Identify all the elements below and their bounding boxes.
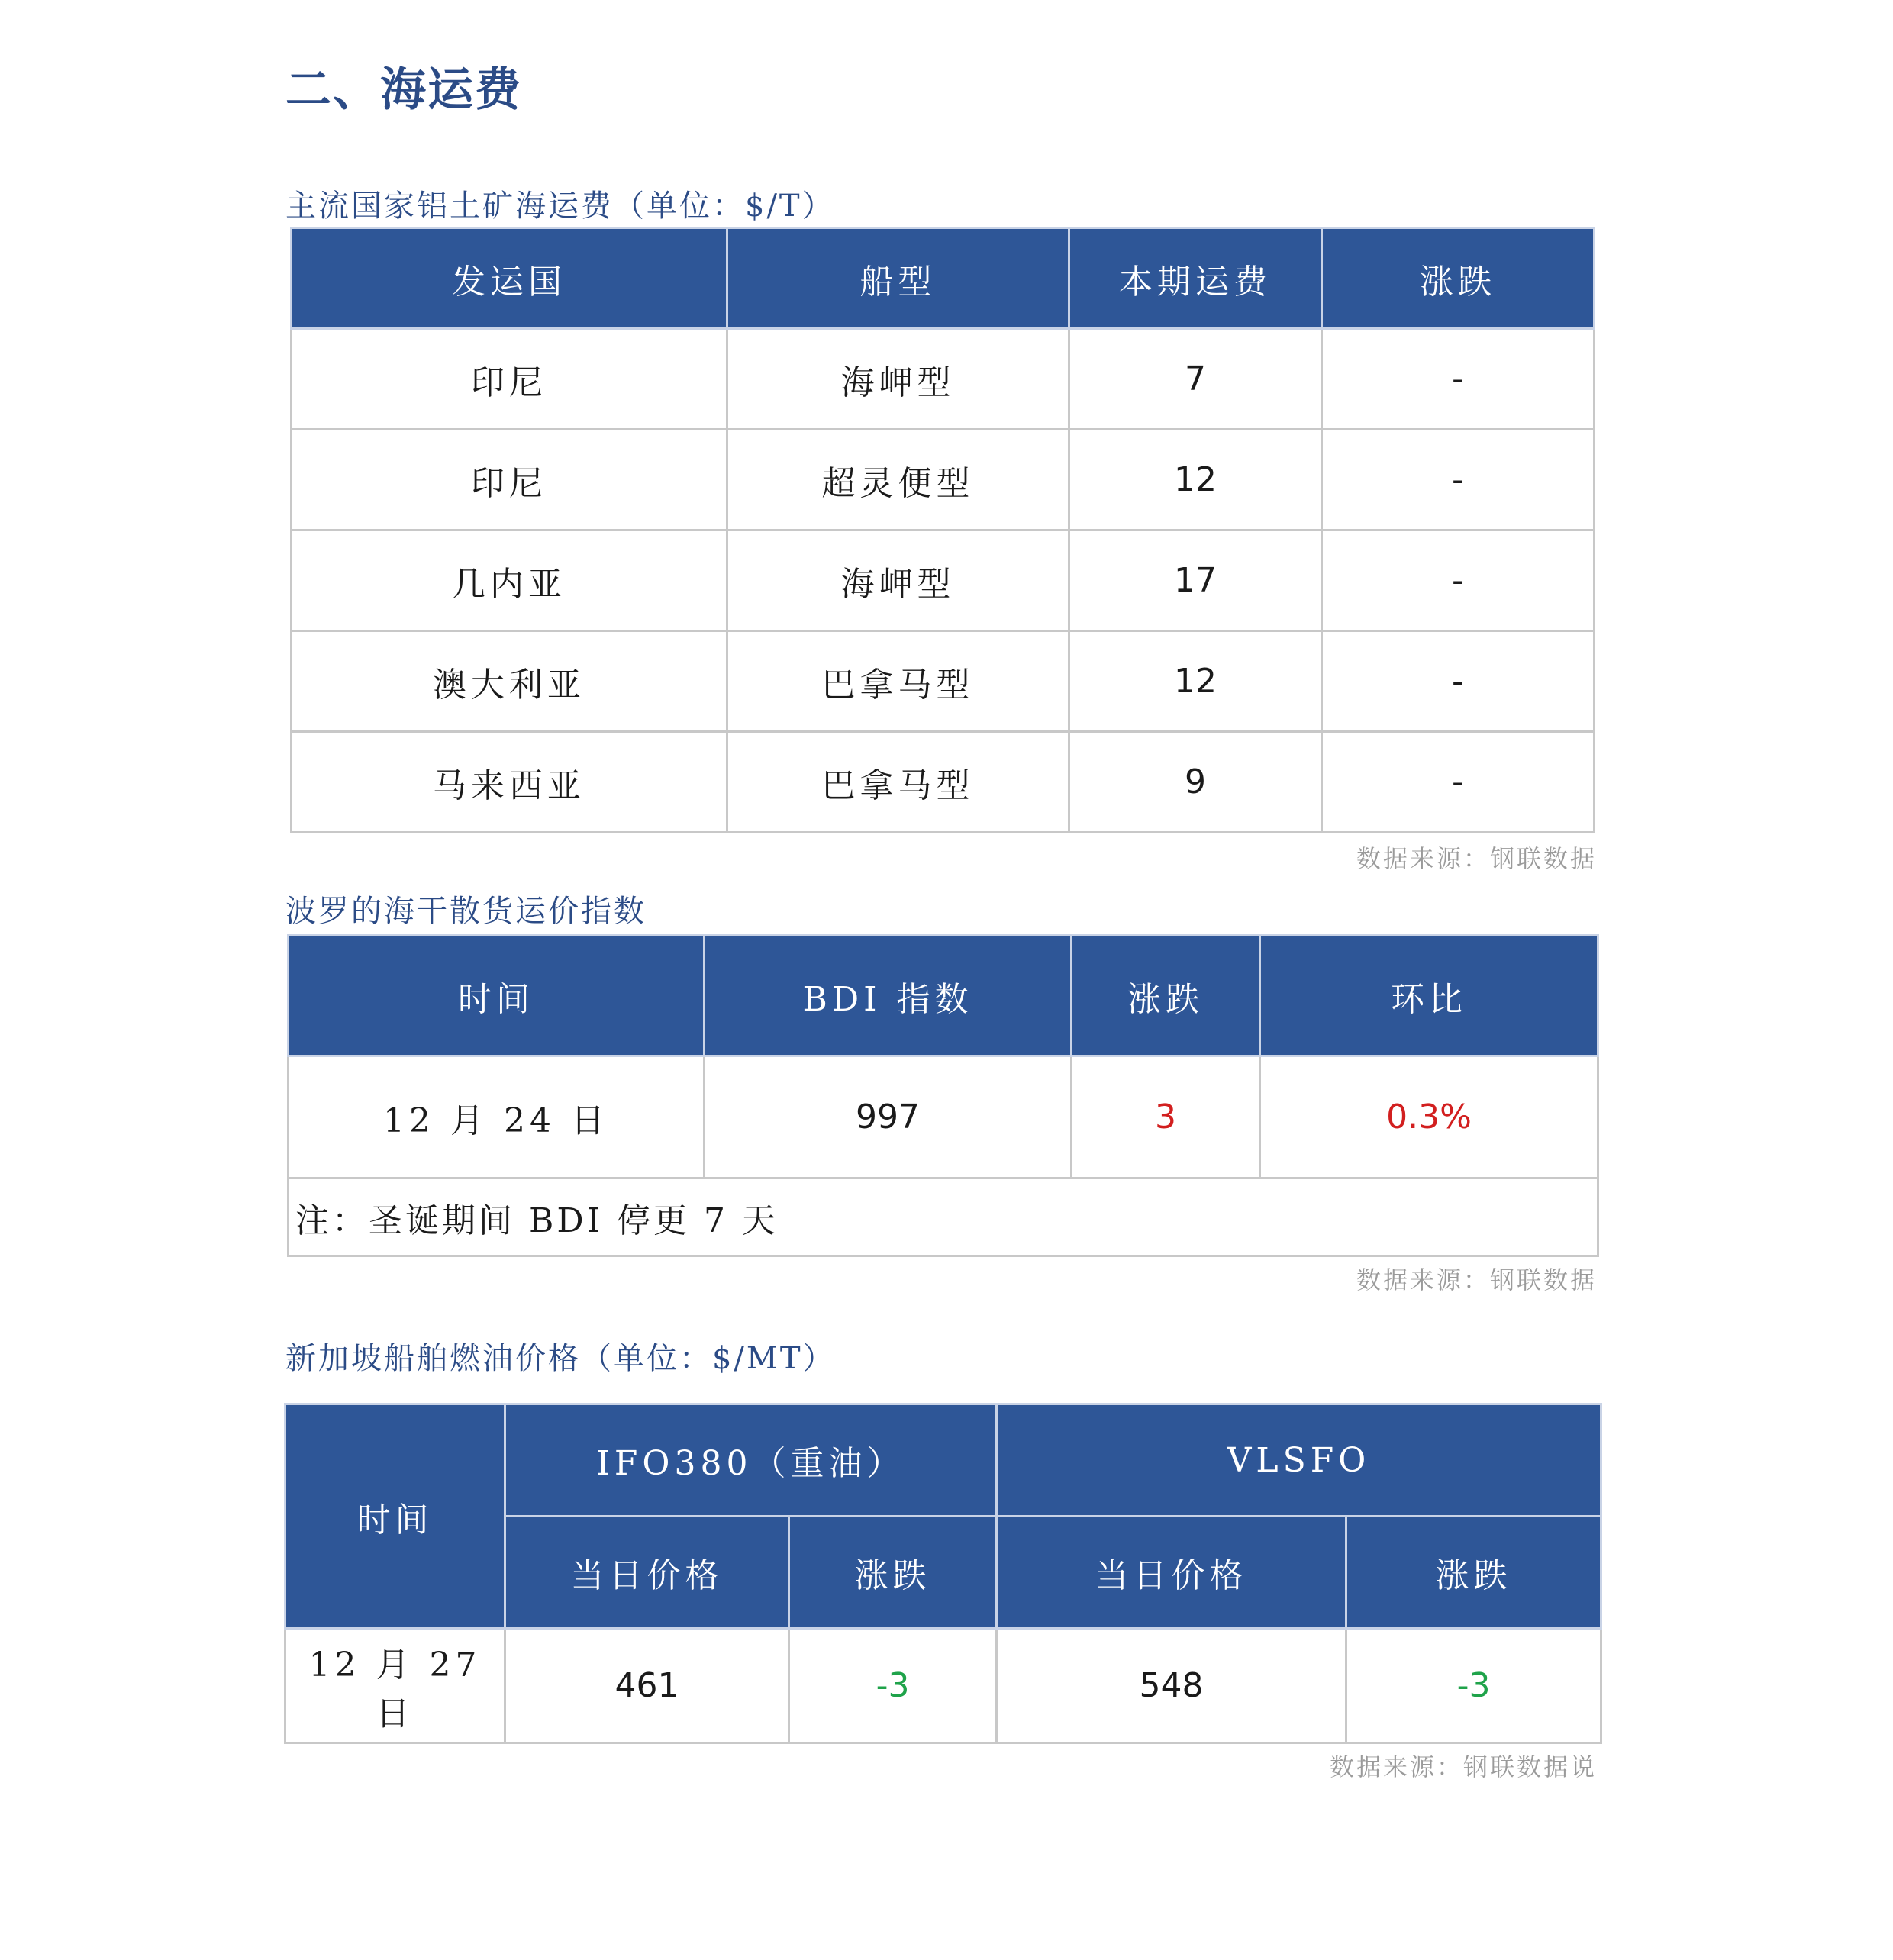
header-freight: 本期运费: [1069, 228, 1322, 329]
bdi-note: 注：圣诞期间 BDI 停更 7 天: [289, 1178, 1598, 1256]
header-change: 涨跌: [1322, 228, 1595, 329]
bunker-table-caption: 新加坡船舶燃油价格（单位：$/MT）: [285, 1341, 836, 1376]
cell-freight: 12: [1069, 631, 1322, 732]
freight-header-row: [292, 228, 1595, 329]
bunker-source: 数据来源：钢联数据说: [1329, 1752, 1597, 1781]
cell-country: 澳大利亚: [292, 631, 727, 732]
header-vlsfo: VLSFO: [997, 1404, 1601, 1517]
freight-table-caption: 主流国家铝土矿海运费（单位：$/T）: [285, 189, 835, 224]
cell-vlsfo-price: 548: [997, 1629, 1346, 1743]
cell-change: 3: [1072, 1056, 1260, 1178]
freight-source: 数据来源：钢联数据: [1356, 844, 1597, 873]
cell-time: 12 月 27 日: [285, 1629, 505, 1743]
cell-freight: 7: [1069, 329, 1322, 430]
header-ifo380-price: 当日价格: [505, 1517, 789, 1629]
cell-freight: 9: [1069, 732, 1322, 833]
bunker-table: [284, 1403, 1602, 1744]
cell-change: -: [1322, 430, 1595, 530]
cell-freight: 17: [1069, 530, 1322, 631]
cell-bdi-index: 997: [705, 1056, 1072, 1178]
section-title: 二、海运费: [285, 63, 522, 117]
cell-country: 印尼: [292, 329, 727, 430]
bdi-table-caption: 波罗的海干散货运价指数: [285, 894, 647, 929]
cell-mom: 0.3%: [1260, 1056, 1598, 1178]
header-time: 时间: [285, 1404, 505, 1629]
note-row: [289, 1178, 1598, 1256]
cell-freight: 12: [1069, 430, 1322, 530]
header-country: 发运国: [292, 228, 727, 329]
table-row: [285, 1629, 1601, 1743]
table-row: [292, 732, 1595, 833]
cell-ifo380-price: 461: [505, 1629, 789, 1743]
table-row: [289, 1056, 1598, 1178]
cell-time: 12 月 24 日: [289, 1056, 705, 1178]
bdi-header-row: [289, 936, 1598, 1056]
cell-ship-type: 巴拿马型: [727, 631, 1069, 732]
bdi-source: 数据来源：钢联数据: [1356, 1265, 1597, 1294]
cell-country: 印尼: [292, 430, 727, 530]
cell-vlsfo-change: -3: [1346, 1629, 1601, 1743]
cell-change: -: [1322, 530, 1595, 631]
header-vlsfo-change: 涨跌: [1346, 1517, 1601, 1629]
table-row: [292, 430, 1595, 530]
table-row: [292, 631, 1595, 732]
cell-change: -: [1322, 631, 1595, 732]
cell-ship-type: 海岬型: [727, 329, 1069, 430]
cell-ship-type: 巴拿马型: [727, 732, 1069, 833]
header-time: 时间: [289, 936, 705, 1056]
cell-country: 马来西亚: [292, 732, 727, 833]
bdi-table: [287, 934, 1599, 1257]
header-ifo380-change: 涨跌: [789, 1517, 997, 1629]
cell-ship-type: 超灵便型: [727, 430, 1069, 530]
cell-country: 几内亚: [292, 530, 727, 631]
table-row: [292, 530, 1595, 631]
header-mom: 环比: [1260, 936, 1598, 1056]
header-ifo380: IFO380（重油）: [505, 1404, 997, 1517]
header-vlsfo-price: 当日价格: [997, 1517, 1346, 1629]
freight-table: [290, 227, 1595, 833]
table-row: [292, 329, 1595, 430]
bunker-header-row: [285, 1404, 1601, 1517]
header-ship-type: 船型: [727, 228, 1069, 329]
cell-ifo380-change: -3: [789, 1629, 997, 1743]
header-bdi-index: BDI 指数: [705, 936, 1072, 1056]
cell-ship-type: 海岬型: [727, 530, 1069, 631]
cell-change: -: [1322, 732, 1595, 833]
header-change: 涨跌: [1072, 936, 1260, 1056]
cell-change: -: [1322, 329, 1595, 430]
